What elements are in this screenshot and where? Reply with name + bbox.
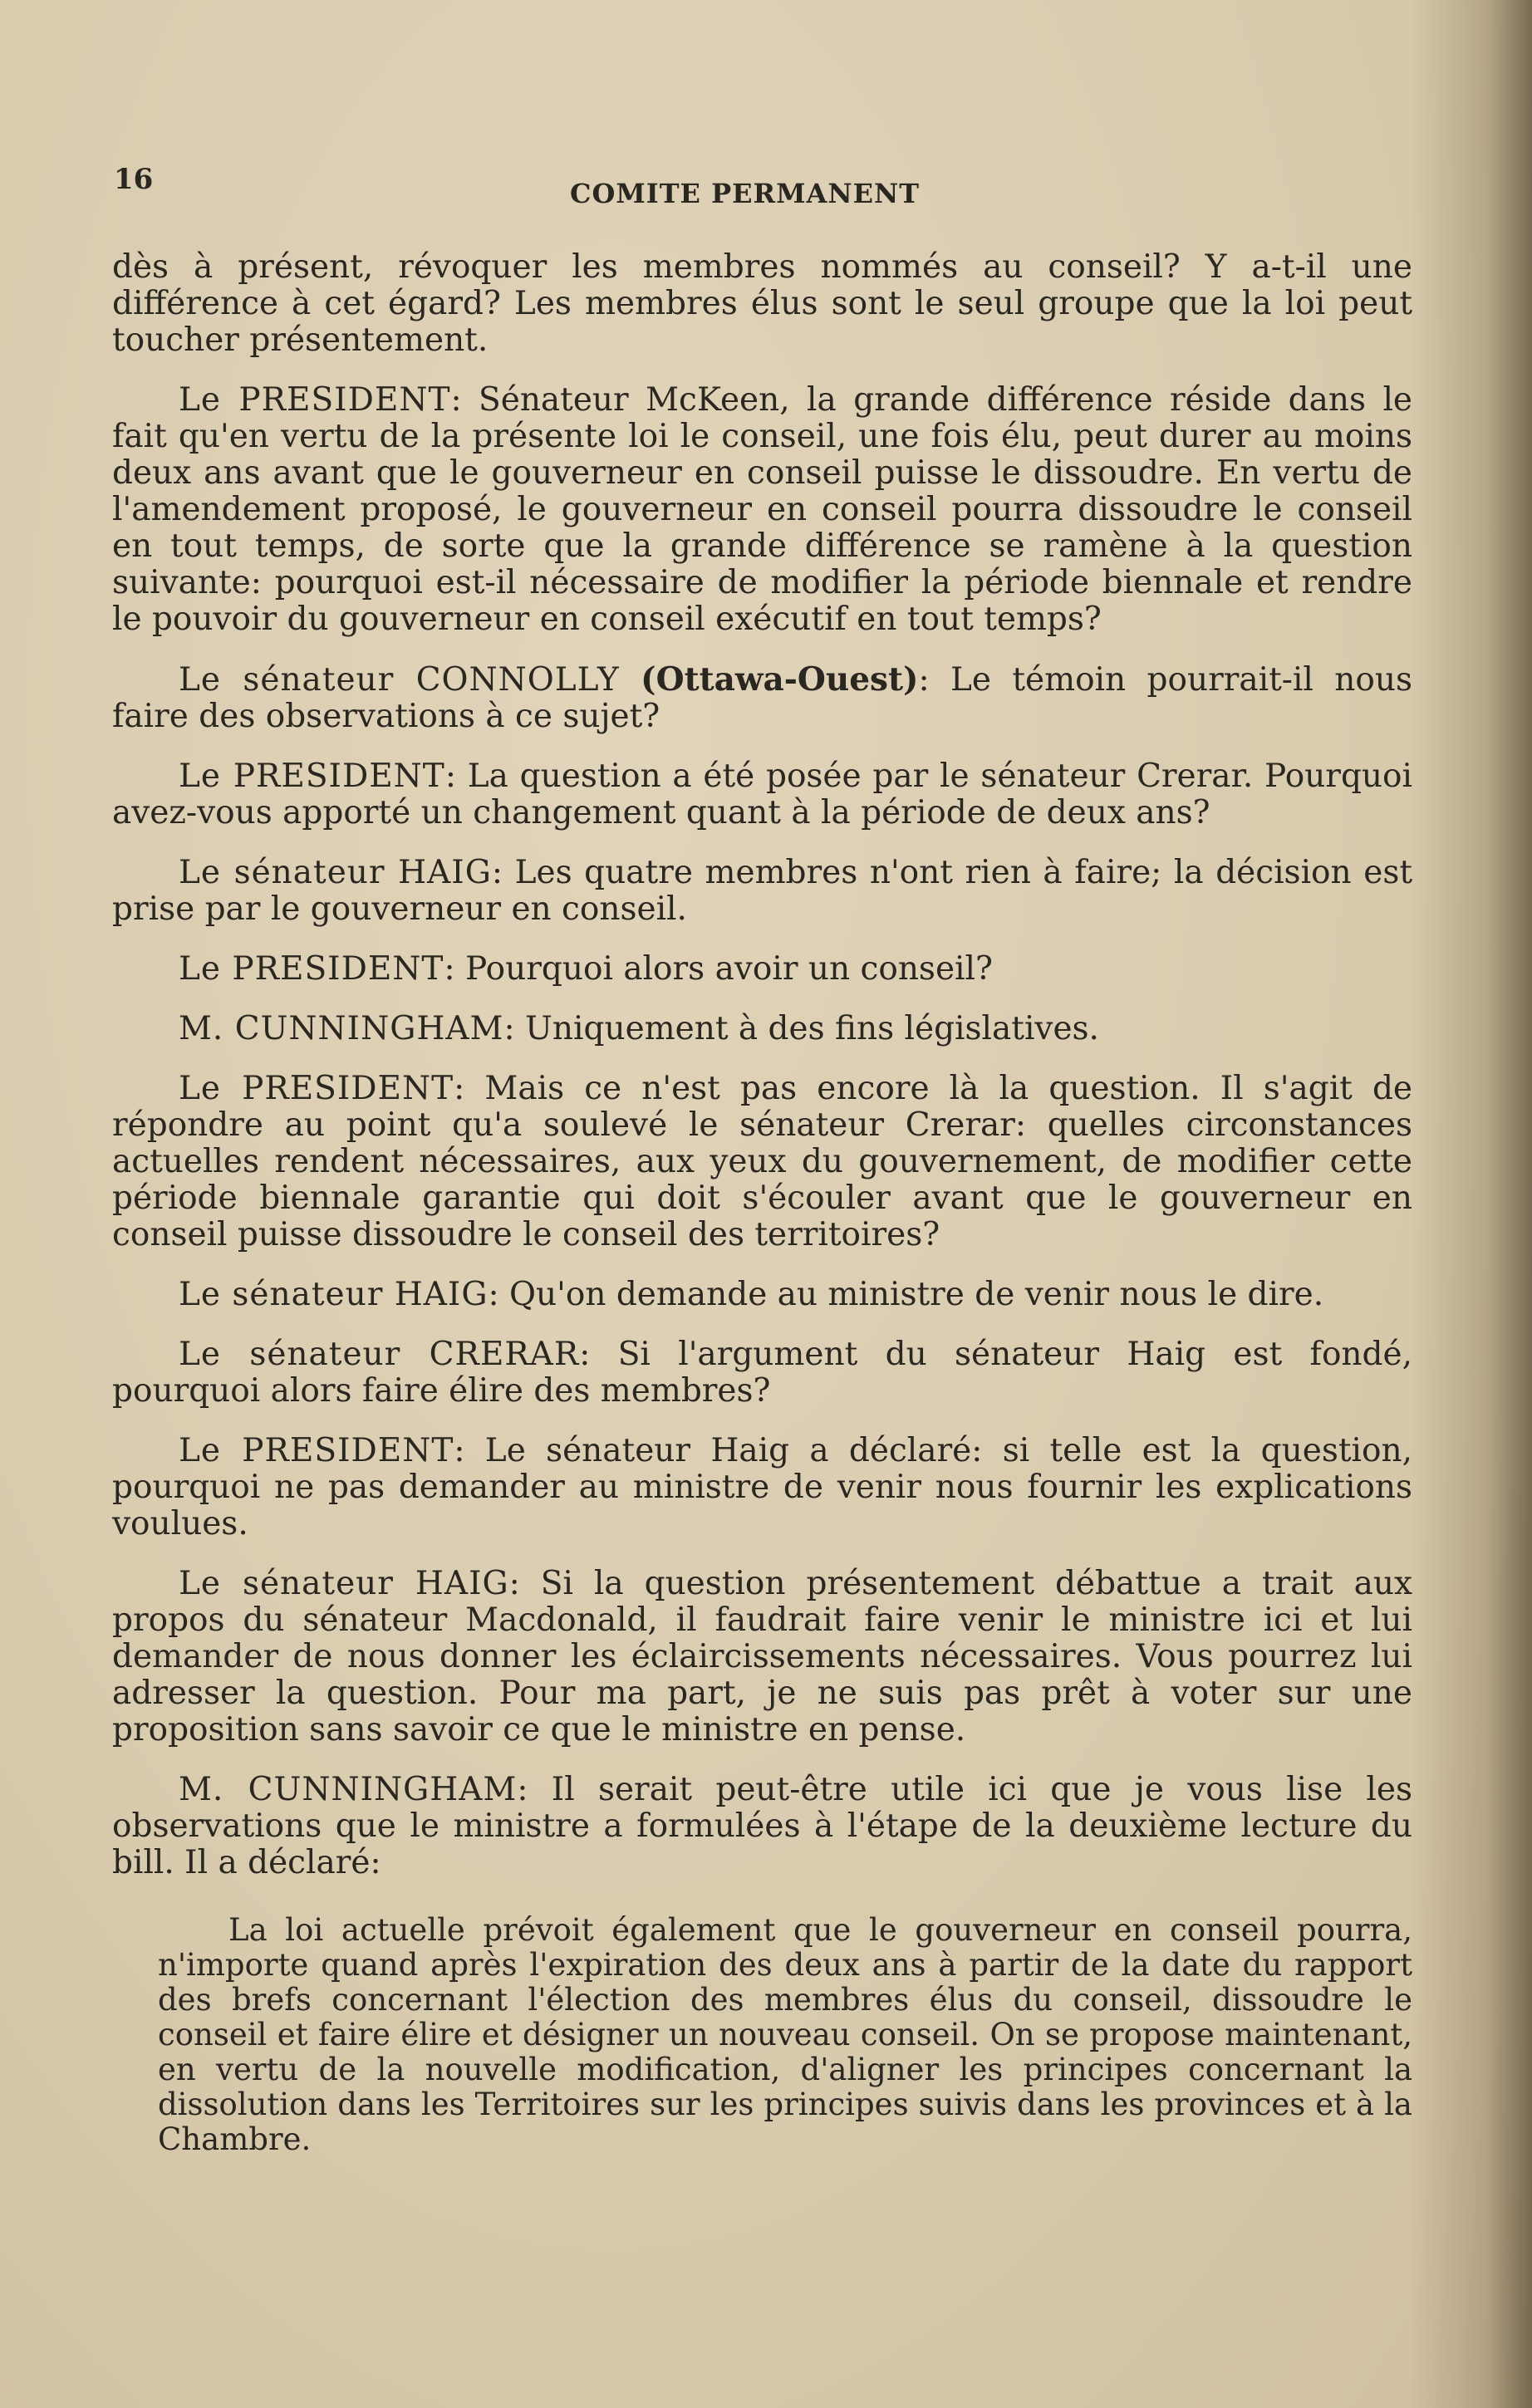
paragraph: [112, 1772, 1412, 1881]
speaker-name: Le sénateur CONNOLLY: [179, 661, 620, 699]
paragraph: [112, 1336, 1412, 1410]
paragraph-text: : Sénateur McKeen, la grande différence réside dans le fait qu'en vertu de la présente loi le conseil, une fois élu, peut durer au moins deux ans avant que le gouverneur en conseil puisse le dissoudre. En vertu de l'amendement proposé, le gouverneur en conseil pourra dissoudre le conseil en tout temps, de sorte que la grande différence se ramène à la question suivante: pourquoi est-il nécessaire de modifier la période biennale et rendre le pouvoir du gouverneur en conseil exécutif en tout temps?: [112, 381, 1412, 638]
speaker-name: Le PRESIDENT: [179, 381, 451, 419]
paragraph: [112, 1011, 1412, 1047]
paragraph: [112, 855, 1412, 928]
paragraph-text: : Il serait peut-être utile ici que je vous lise les observations que le ministre a formulées à l'étape de la deuxième lecture du bill. Il a déclaré:: [112, 1771, 1413, 1881]
paragraph: [112, 1277, 1412, 1313]
paragraph: [112, 661, 1412, 735]
paragraph: [112, 758, 1412, 831]
paragraph: [112, 1433, 1412, 1542]
paragraph-text: : Le sénateur Haig a déclaré: si telle est la question, pourquoi ne pas demander au ministre de venir nous fournir les explications voulues.: [112, 1432, 1412, 1542]
paragraph-continuation: [112, 249, 1412, 359]
paragraph: [112, 1071, 1412, 1253]
speaker-name: Le PRESIDENT: [179, 1070, 454, 1107]
speaker-name: M. CUNNINGHAM: [179, 1010, 504, 1047]
speaker-name: M. CUNNINGHAM: [179, 1771, 518, 1808]
paragraph-text: : Pourquoi alors avoir un conseil?: [444, 950, 993, 988]
block-quote: La loi actuelle prévoit également que le gouverneur en conseil pourra, n'importe quand après l'expiration des deux ans à partir de la date du rapport des brefs concernant l'élection des membres élus du conseil, dissoudre le conseil et faire élire et désigner un nouveau conseil. On se propose maintenant, en vertu de la nouvelle modification, d'aligner les principes concernant la dissolution dans les Territoires sur les principes suivis dans les provinces et à la Chambre.: [158, 1912, 1412, 2157]
paragraph-text: : Les quatre membres n'ont rien à faire; la décision est prise par le gouverneur en conseil.: [112, 854, 1412, 928]
paragraph: [112, 1566, 1412, 1748]
paragraph: [112, 951, 1412, 988]
speaker-name: Le sénateur HAIG: [179, 1276, 489, 1313]
page-number: 16: [114, 163, 154, 196]
speaker-name: Le sénateur HAIG: [179, 854, 492, 891]
speaker-name: Le PRESIDENT: [179, 1432, 454, 1469]
paragraph-text: : Si l'argument du sénateur Haig est fondé, pourquoi alors faire élire des membres?: [112, 1336, 1412, 1410]
paragraph-text: : Si la question présentement débattue a trait aux propos du sénateur Macdonald, il faudrait faire venir le ministre ici et lui demander de nous donner les éclaircissements nécessaires. Vous pourrez lui adresser la question. Pour ma part, je ne suis pas prêt à voter sur une proposition sans savoir ce que le ministre en pense.: [112, 1565, 1413, 1748]
transcript-body: [112, 249, 1412, 2157]
speaker-name: Le PRESIDENT: [179, 950, 444, 988]
speaker-name: Le PRESIDENT: [179, 758, 445, 795]
paragraph-text: : Qu'on demande au ministre de venir nous le dire.: [488, 1276, 1324, 1313]
speaker-riding: (Ottawa-Ouest): [641, 660, 919, 699]
paragraph-text: : Le témoin pourrait-il nous faire des observations à ce sujet?: [112, 661, 1412, 735]
speaker-name: Le sénateur HAIG: [179, 1565, 509, 1602]
paragraph-text: dès à présent, révoquer les membres nommés au conseil? Y a-t-il une différence à cet égard? Les membres élus sont le seul groupe que la loi peut toucher présentement.: [112, 248, 1412, 359]
speaker-name: Le sénateur CRERAR: [179, 1336, 580, 1373]
paragraph: [112, 382, 1412, 638]
paragraph-text: : Mais ce n'est pas encore là la question. Il s'agit de répondre au point qu'a soulevé le sénateur Crerar: quelles circonstances actuelles rendent nécessaires, aux yeux du gouvernement, de modifier cette période biennale garantie qui doit s'écouler avant que le gouverneur en conseil puisse dissoudre le conseil des territoires?: [112, 1070, 1413, 1253]
running-head: COMITE PERMANENT: [570, 178, 921, 209]
paragraph-text: : La question a été posée par le sénateur Crerar. Pourquoi avez-vous apporté un changement quant à la période de deux ans?: [112, 758, 1412, 831]
paragraph-text: : Uniquement à des fins législatives.: [503, 1010, 1099, 1047]
